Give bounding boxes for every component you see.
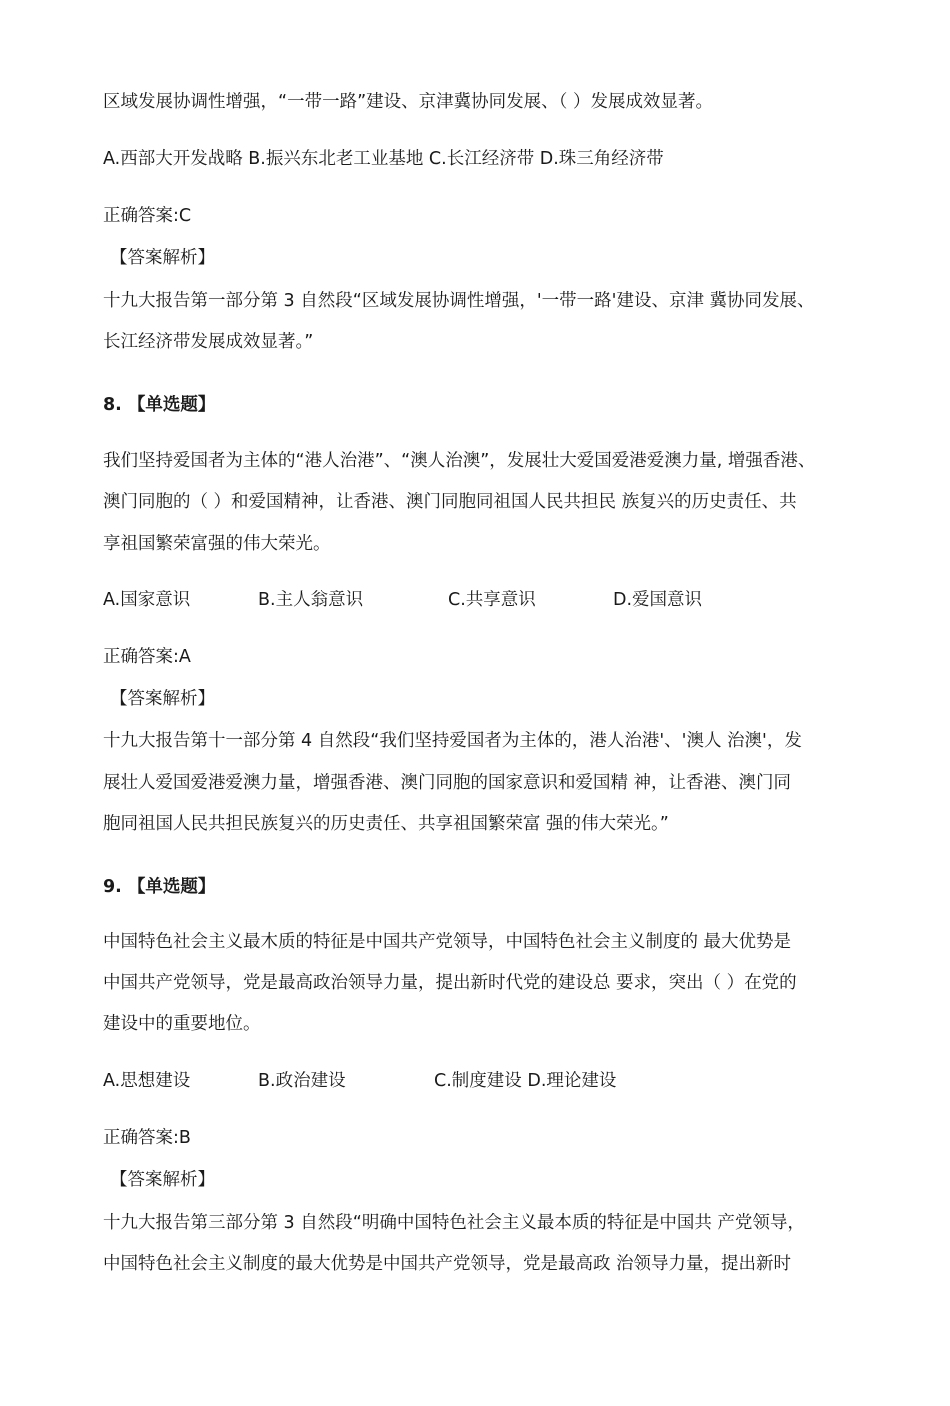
q9-analysis-line-1: 十九大报告第三部分第 3 自然段“明确中国特色社会主义最本质的特征是中国共 产党领导， — [103, 1213, 805, 1233]
q9-header: 9. 【单选题】 — [103, 877, 216, 897]
q7-stem: 区域发展协调性增强，“一带一路”建设、京津冀协同发展、（ ）发展成效显著。 — [103, 92, 713, 112]
q7-answer: 正确答案:C — [103, 206, 192, 226]
q8-stem-line-1: 我们坚持爱国者为主体的“港人治港”、“澳人治澳”，发展壮大爱国爱港爱澳力量, 增强香港、 — [103, 451, 816, 471]
q8-option-d: D.爱国意识 — [613, 590, 703, 610]
q8-analysis-line-2: 展壮人爱国爱港爱澳力量，增强香港、澳门同胞的国家意识和爱国精 神，让香港、澳门同 — [103, 773, 792, 793]
q8-option-c: C.共享意识 — [448, 590, 536, 610]
q7-options: A.西部大开发战略 B.振兴东北老工业基地 C.长江经济带 D.珠三角经济带 — [103, 149, 664, 169]
q8-analysis-line-3: 胞同祖国人民共担民族复兴的历史责任、共享祖国繁荣富 强的伟大荣光。” — [103, 814, 669, 834]
q8-answer: 正确答案:A — [103, 647, 191, 667]
q8-option-b: B.主人翁意识 — [258, 590, 364, 610]
q7-analysis-line-2: 长江经济带发展成效显著。” — [103, 332, 314, 352]
q9-analysis-label: 【答案解析】 — [110, 1170, 215, 1190]
q8-analysis-line-1: 十九大报告第十一部分第 4 自然段“我们坚持爱国者为主体的，港人治港'、'澳人 治澳'，发 — [103, 731, 802, 751]
q9-option-b: B.政治建设 — [258, 1071, 346, 1091]
q9-analysis-line-2: 中国特色社会主义制度的最大优势是中国共产党领导，党是最高政 治领导力量，提出新时 — [103, 1254, 792, 1274]
q8-analysis-label: 【答案解析】 — [110, 689, 215, 709]
q7-analysis-line-1: 十九大报告第一部分第 3 自然段“区域发展协调性增强，'一带一路'建设、京津 冀协同发展、 — [103, 291, 815, 311]
q9-stem-line-1: 中国特色社会主义最木质的特征是中国共产党领导，中国特色社会主义制度的 最大优势是 — [103, 932, 792, 952]
q9-stem-line-3: 建设中的重要地位。 — [103, 1014, 261, 1034]
q9-stem-line-2: 中国共产党领导，党是最高政治领导力量，提出新时代党的建设总 要求，突出（ ）在党的 — [103, 973, 797, 993]
q8-option-a: A.国家意识 — [103, 590, 191, 610]
q7-analysis-label: 【答案解析】 — [110, 248, 215, 268]
q8-header: 8. 【单选题】 — [103, 395, 216, 415]
q9-answer: 正确答案:B — [103, 1128, 191, 1148]
q8-stem-line-3: 享祖国繁荣富强的伟大荣光。 — [103, 534, 331, 554]
q9-option-cd: C.制度建设 D.理论建设 — [434, 1071, 617, 1091]
q8-stem-line-2: 澳门同胞的（ ）和爱国精神，让香港、澳门同胞同祖国人民共担民 族复兴的历史责任、共 — [103, 492, 797, 512]
q9-option-a: A.思想建设 — [103, 1071, 191, 1091]
